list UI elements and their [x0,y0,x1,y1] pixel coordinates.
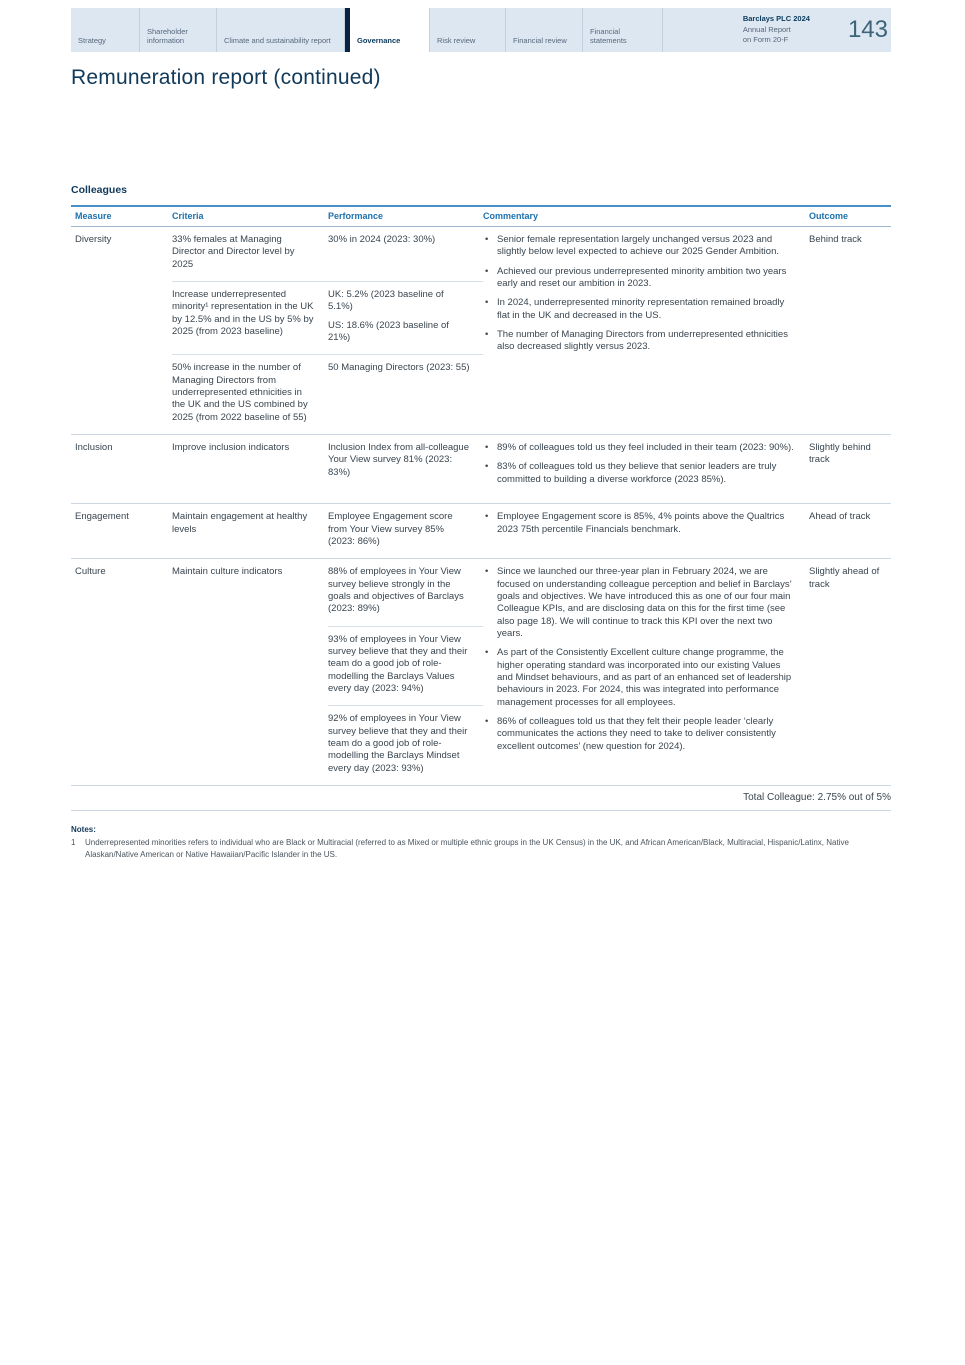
table-row-inclusion [71,435,891,504]
report-brand-subtitle-2: on Form 20-F [742,35,789,45]
nav-tab-financial-review[interactable] [506,8,583,52]
top-nav [71,8,891,52]
outcome-cell: Slightly ahead of track [809,566,880,590]
criteria-cell: Maintain culture indicators [172,566,283,578]
commentary-cell [483,559,809,785]
performance-cell: 93% of employees in Your View survey believe that they and their team do a good job of role-modelling the Barclays Values every day (2023: 94%) [328,626,483,706]
page-number: 143 [847,16,888,43]
outcome-cell: Slightly behind track [809,442,871,466]
total-row [71,786,891,811]
nav-tab-climate-and-sustainability-report[interactable] [217,8,345,52]
column-header-outcome: Outcome [809,211,849,221]
performance-text: 50 Managing Directors (2023: 55) [328,362,470,374]
footnote-number: 1 [71,838,76,847]
total-colleague-value: Total Colleague: 2.75% out of 5% [743,792,891,803]
footnote-text: Underrepresented minorities refers to individual who are Black or Multiracial (referred to as Mixed or multiple ethnic groups in the UK Census) in the UK, and African American/Black, Multiracial, Hispanic/Latinx, Native Alaskan/Native American or Native Hawaiian/Pacific Islander in the US. [85,838,849,859]
report-brand-subtitle-1: Annual Report [742,24,791,34]
report-brand [743,8,891,52]
criteria-cell: Improve inclusion indicators [172,442,290,454]
criteria-performance-group [172,227,483,434]
criteria-cell: Increase underrepresented minority¹ representation in the UK by 12.5% and in the US by 5% by 2025 (from 2023 baseline) [172,289,314,338]
performance-text: Employee Engagement score from Your View survey 85% (2023: 86%) [328,511,453,547]
column-header-criteria: Criteria [172,211,204,221]
measure-cell: Inclusion [75,442,113,454]
colleagues-table [71,205,891,811]
commentary-bullet: • As part of the Consistently Excellent culture change programme, the higher operating standard was incorporated into our existing Values and Mindset behaviours, and as part of an enhanced set of leadership behaviours in 2023. For 2024, this was integrated into performance management processes for all employees. [483,647,796,709]
nav-tab-label: Risk review [437,36,476,46]
criteria-cell: Maintain engagement at healthy levels [172,511,308,535]
nav-tab-label: Climate and sustainability report [224,36,331,46]
nav-tab-label: Strategy [78,36,106,46]
report-brand-lines [743,14,810,47]
nav-tab-governance[interactable] [345,8,430,52]
measure-cell: Engagement [75,511,129,523]
performance-cell [328,282,483,354]
commentary-list [483,442,796,486]
commentary-bullet: • Since we launched our three-year plan in February 2024, we are focused on understanding colleague perception and belief in Barclays’ goals and objectives. We have introduced this as one of our four main Colleague KPIs, and are disclosing data on this for the first time (see also page 18). We will continue to track this KPI over the next two years. [483,566,796,640]
measure-cell: Culture [75,566,106,578]
criteria-performance-subrow [172,227,483,281]
criteria-cell: 50% increase in the number of Managing Directors from underrepresented ethnicities in the UK and the US combined by 2025 (from 2022 baseline of 55) [172,362,308,423]
outcome-cell: Behind track [809,234,862,245]
criteria-performance-subrow [172,354,483,434]
nav-tab-risk-review[interactable] [430,8,506,52]
measure-cell: Diversity [75,234,112,245]
performance-cell: 88% of employees in Your View survey believe strongly in the goals and objectives of Barclays (2023: 89%) [328,566,464,615]
outcome-cell: Ahead of track [809,511,871,523]
commentary-bullet: • Achieved our previous underrepresented minority ambition two years early and reset our ambition in 2023. [483,266,796,291]
commentary-bullet: • 89% of colleagues told us they feel included in their team (2023: 90%). [483,442,796,454]
nav-tab-label: Shareholder information [147,26,188,46]
nav-tab-shareholder-information[interactable] [140,8,217,52]
nav-tab-label: Financial review [513,36,567,46]
commentary-cell [483,504,809,558]
criteria-performance-subrow [172,281,483,354]
commentary-bullet: • 83% of colleagues told us they believe that senior leaders are truly committed to building a diverse workforce (2023 85%). [483,461,796,486]
footnote [71,837,891,860]
nav-tab-financial-statements[interactable] [583,8,663,52]
column-header-performance: Performance [328,211,384,221]
commentary-list [483,234,796,354]
column-header-measure: Measure [75,211,112,221]
report-brand-title: Barclays PLC 2024 [742,13,810,23]
performance-cell [328,355,483,434]
commentary-bullet: • Senior female representation largely unchanged versus 2023 and slightly below level expected to achieve our 2025 Gender Ambition. [483,234,796,259]
notes-section [71,825,891,860]
notes-title: Notes: [71,825,96,834]
page-title: Remuneration report (continued) [71,66,381,89]
column-header-commentary: Commentary [483,211,539,221]
section-title: Colleagues [71,184,128,196]
page-content [71,8,891,860]
performance-text: 30% in 2024 (2023: 30%) [328,234,436,245]
nav-tab-strategy[interactable] [71,8,140,52]
commentary-bullet: • The number of Managing Directors from underrepresented ethnicities also decreased slightly versus 2023. [483,329,796,354]
performance-text: Inclusion Index from all-colleague Your View survey 81% (2023: 83%) [328,442,469,478]
performance-text: US: 18.6% (2023 baseline of 21%) [328,319,449,344]
performance-cell [328,227,483,281]
commentary-bullet: • 86% of colleagues told us that they felt their people leader ‘clearly communicates the actions they need to take to deliver consistently excellent outcomes’ (new question for 2024). [483,716,796,753]
table-header-row [71,207,891,227]
performance-group [328,559,483,785]
table-row-engagement [71,504,891,559]
nav-tab-label: Financial statements [590,26,627,46]
criteria-cell: 33% females at Managing Director and Director level by 2025 [172,234,295,270]
commentary-bullet: • Employee Engagement score is 85%, 4% points above the Qualtrics 2023 75th percentile Financials benchmark. [483,511,796,536]
table-row-culture [71,559,891,786]
commentary-bullet: • In 2024, underrepresented minority representation remained broadly flat in the UK and decreased in the US. [483,297,796,322]
commentary-cell [483,227,809,434]
performance-cell [328,504,483,558]
performance-cell: 92% of employees in Your View survey believe that they and their team do a good job of role-modelling the Barclays Mindset every day (2023: 93%) [328,705,483,785]
commentary-list [483,566,796,753]
table-row-diversity [71,227,891,435]
commentary-list [483,511,796,536]
commentary-cell [483,435,809,503]
nav-tab-label: Governance [357,36,401,46]
performance-cell [328,435,483,503]
performance-text: UK: 5.2% (2023 baseline of 5.1%) [328,289,444,313]
